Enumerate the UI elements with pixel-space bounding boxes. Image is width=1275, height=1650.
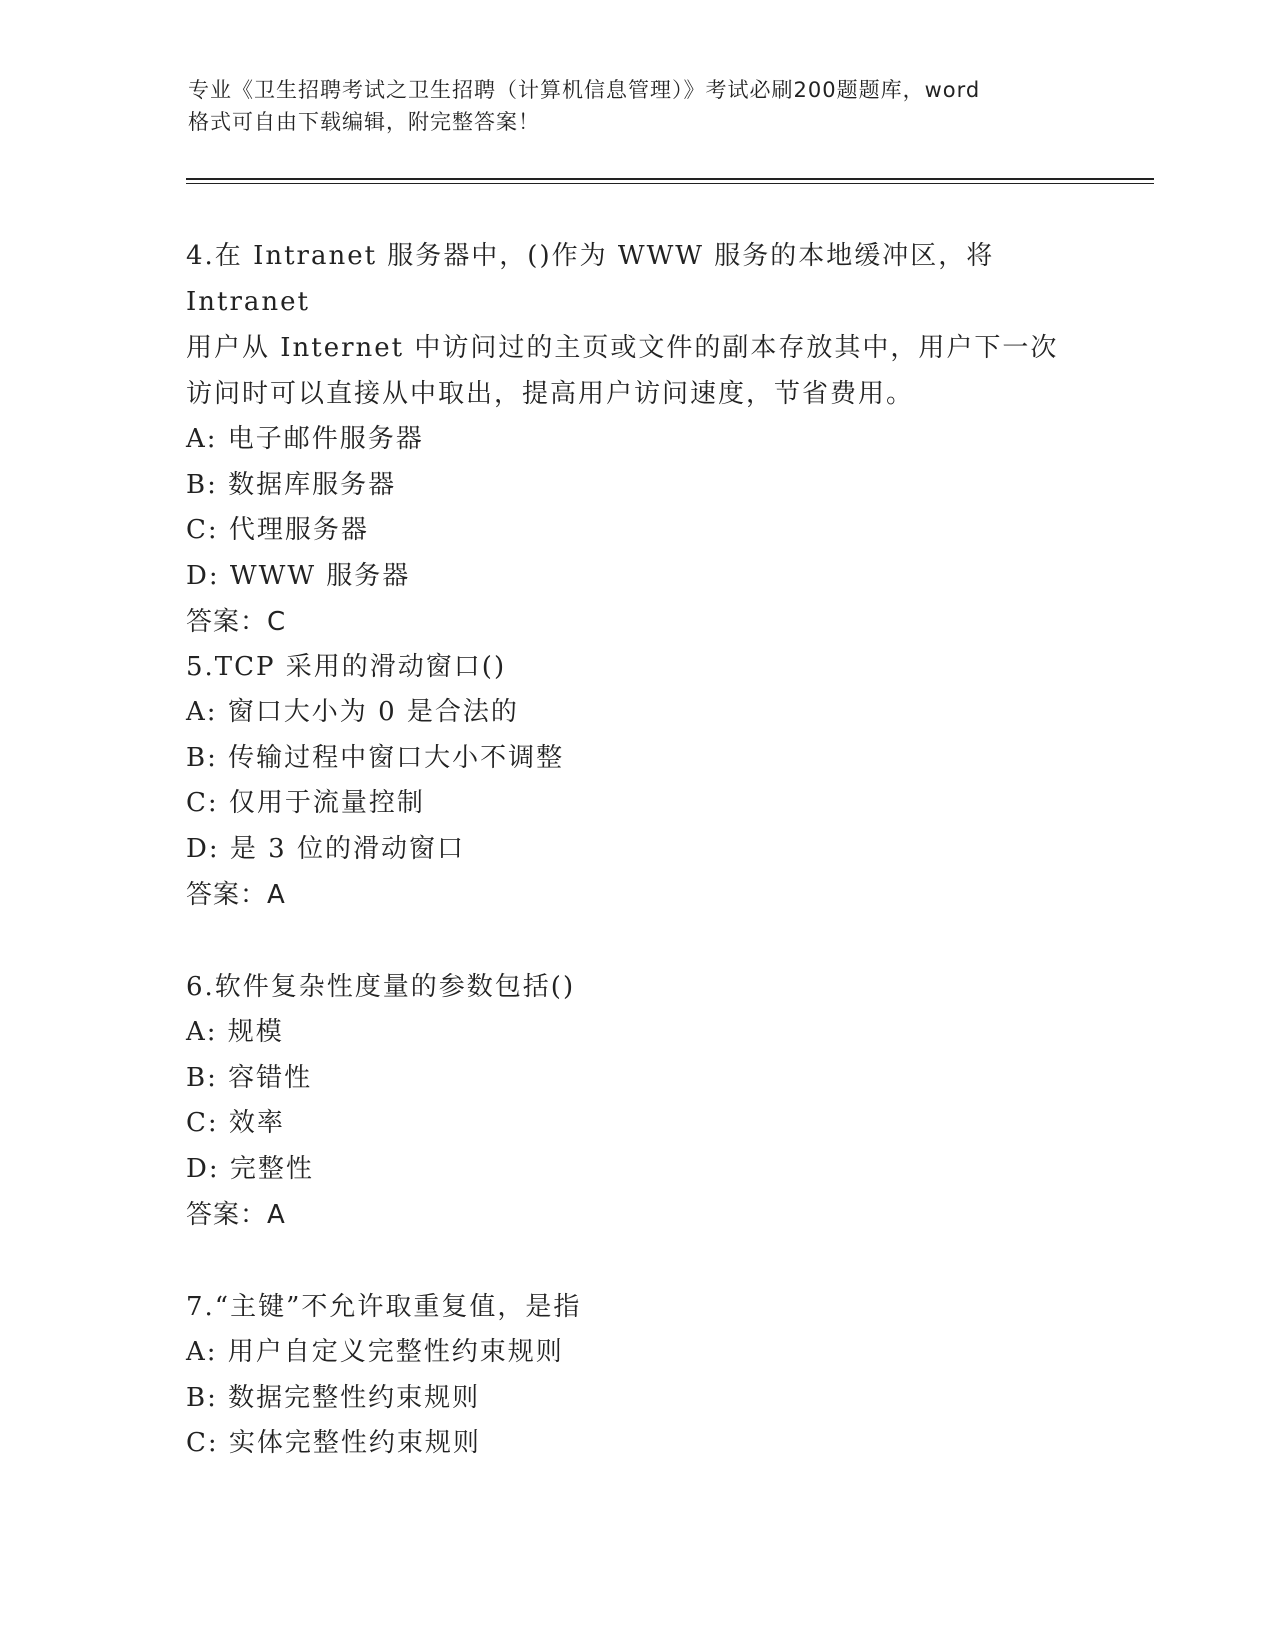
header-line-1: 专业《卫生招聘考试之卫生招聘（计算机信息管理）》考试必刷200题题库，word [188,78,981,102]
header-line-2: 格式可自由下载编辑，附完整答案！ [188,110,540,134]
question-4 [186,233,1086,645]
option-d: D: 是 3 位的滑动窗口 [186,833,465,864]
question-7 [186,1284,1086,1467]
question-5 [186,644,1086,918]
header-divider-thin [186,183,1154,184]
option-c: C: 仅用于流量控制 [186,788,425,818]
question-stem-line: 4.在 Intranet 服务器中，()作为 WWW 服务的本地缓冲区，将 Intranet [186,241,1005,317]
document-header [188,74,1088,138]
option-b: B: 传输过程中窗口大小不调整 [186,742,565,773]
question-stem-line: 6.软件复杂性度量的参数包括() [186,972,576,1002]
option-a: A: 规模 [186,1017,284,1047]
question-stem-line: 5.TCP 采用的滑动窗口() [186,652,507,682]
question-stem-line: 用户从 Internet 中访问过的主页或文件的副本存放其中，用户下一次 [186,333,1059,363]
header-divider-thick [186,178,1154,180]
question-stem-line: 7.“主键”不允许取重复值，是指 [186,1292,582,1322]
option-a: A: 窗口大小为 0 是合法的 [186,697,519,727]
question-stem-line: 访问时可以直接从中取出，提高用户访问速度，节省费用。 [186,379,915,409]
question-6 [186,964,1086,1238]
option-b: B: 容错性 [186,1062,313,1093]
option-c: C: 代理服务器 [186,515,369,545]
option-d: D: WWW 服务器 [186,560,411,591]
answer-line: 答案：A [186,1200,286,1230]
option-c: C: 效率 [186,1108,285,1138]
answer-line: 答案：C [186,607,287,637]
option-a: A: 电子邮件服务器 [186,424,424,454]
option-b: B: 数据库服务器 [186,469,397,500]
option-a: A: 用户自定义完整性约束规则 [186,1337,564,1367]
option-d: D: 完整性 [186,1153,314,1184]
answer-line: 答案：A [186,880,286,910]
option-c: C: 实体完整性约束规则 [186,1428,481,1458]
option-b: B: 数据完整性约束规则 [186,1382,481,1413]
